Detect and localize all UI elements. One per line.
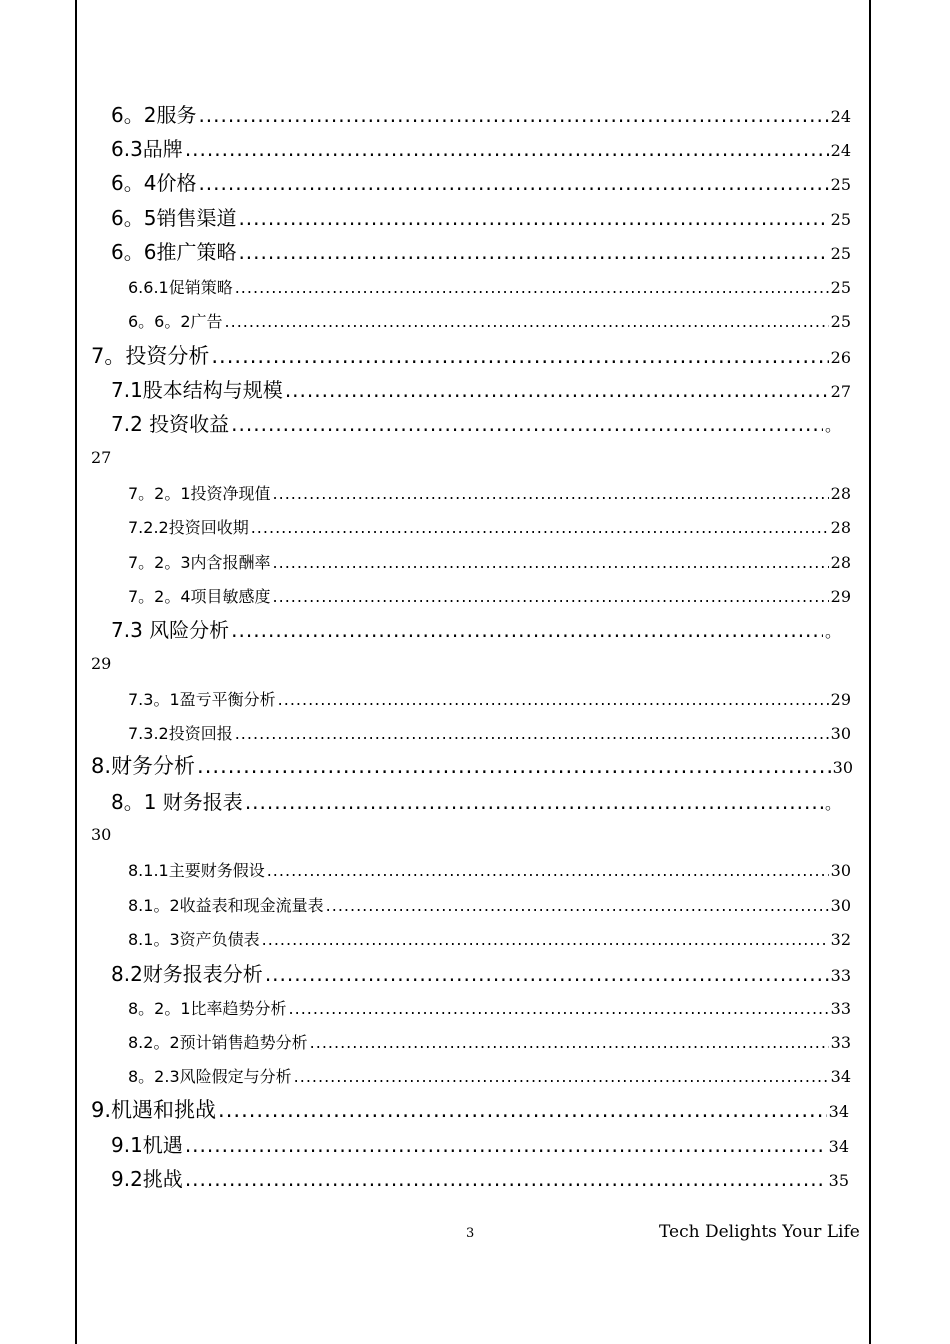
toc-entry-label: 6。6。2广告	[128, 312, 223, 331]
toc-entry-page: 33	[830, 999, 851, 1018]
toc-entry[interactable]	[111, 786, 841, 815]
toc-entry-page: 28	[830, 518, 851, 537]
toc-entry-page: 29	[830, 587, 851, 606]
toc-entry-label: 7。2。1投资净现值	[128, 484, 271, 503]
toc-leader-dots	[262, 930, 829, 949]
toc-leader-dots	[294, 1067, 829, 1086]
toc-entry-label: 8.1。2收益表和现金流量表	[128, 896, 324, 915]
toc-leader-dots	[238, 240, 828, 264]
toc-leader-dots	[211, 344, 828, 368]
toc-leader-dots	[265, 962, 829, 986]
toc-entry-page: 35	[828, 1171, 849, 1190]
toc-entry-page: 30	[832, 758, 853, 777]
toc-entry[interactable]	[128, 309, 851, 332]
toc-leader-dots	[251, 518, 829, 537]
toc-entry[interactable]	[128, 275, 851, 298]
toc-entry-page: 34	[828, 1102, 849, 1121]
toc-leader-dots	[235, 278, 829, 297]
toc-entry-label: 7.1股本结构与规模	[111, 378, 283, 402]
toc-entry-page: 26	[830, 348, 851, 367]
toc-entry-page: 。	[824, 622, 841, 641]
toc-entry-label: 6。6推广策略	[111, 240, 237, 264]
toc-leader-dots	[231, 618, 823, 642]
toc-leader-dots	[198, 171, 828, 195]
toc-leader-dots	[285, 378, 829, 402]
toc-entry[interactable]	[111, 374, 851, 403]
toc-leader-dots	[245, 790, 823, 814]
toc-entry-page: 34	[828, 1137, 849, 1156]
toc-entry-page: 。	[824, 794, 841, 813]
toc-entry[interactable]	[111, 202, 851, 231]
toc-leader-dots	[185, 1167, 827, 1191]
toc-entry-label: 8.1。3资产负债表	[128, 930, 260, 949]
toc-entry-page: 25	[830, 278, 851, 297]
wrapped-page-number: 27	[91, 448, 112, 467]
toc-entry-page: 33	[830, 1033, 851, 1052]
toc-leader-dots	[197, 754, 831, 778]
toc-entry[interactable]	[128, 721, 851, 744]
toc-entry-label: 8.财务分析	[91, 754, 196, 778]
toc-leader-dots	[231, 412, 823, 436]
toc-entry-page: 30	[830, 896, 851, 915]
toc-entry-page: 25	[830, 312, 851, 331]
toc-leader-dots	[326, 896, 829, 915]
toc-entry[interactable]	[111, 1129, 849, 1158]
toc-entry[interactable]	[128, 515, 851, 538]
toc-entry-page: 28	[830, 553, 851, 572]
toc-entry-page: 30	[830, 724, 851, 743]
footer-slogan: Tech Delights Your Life	[659, 1222, 860, 1242]
toc-entry-label: 8。1 财务报表	[111, 790, 243, 814]
toc-leader-dots	[273, 484, 829, 503]
toc-entry-label: 6。4价格	[111, 171, 197, 195]
toc-entry-page: 25	[830, 244, 851, 263]
toc-leader-dots	[185, 1133, 827, 1157]
toc-leader-dots	[310, 1033, 829, 1052]
toc-entry-page: 24	[830, 107, 851, 126]
toc-entry-page: 28	[830, 484, 851, 503]
toc-entry[interactable]	[128, 1030, 851, 1053]
toc-entry-page: 32	[830, 930, 851, 949]
toc-entry-label: 7。2。4项目敏感度	[128, 587, 271, 606]
toc-leader-dots	[185, 137, 829, 161]
toc-entry-page: 25	[830, 210, 851, 229]
toc-entry[interactable]	[91, 340, 851, 370]
toc-leader-dots	[273, 587, 829, 606]
toc-entry[interactable]	[128, 687, 851, 710]
toc-entry-label: 6。2服务	[111, 103, 197, 127]
toc-entry-label: 9.1机遇	[111, 1133, 183, 1157]
toc-entry-page: 24	[830, 141, 851, 160]
toc-entry[interactable]	[111, 614, 841, 643]
toc-entry-label: 6.6.1促销策略	[128, 278, 233, 297]
toc-entry[interactable]	[91, 1094, 849, 1124]
toc-entry-label: 8。2.3风险假定与分析	[128, 1067, 292, 1086]
toc-entry[interactable]	[111, 133, 851, 162]
toc-entry-label: 6.3品牌	[111, 137, 183, 161]
toc-entry[interactable]	[128, 996, 851, 1019]
toc-entry-label: 8。2。1比率趋势分析	[128, 999, 287, 1018]
toc-leader-dots	[238, 206, 828, 230]
toc-entry[interactable]	[128, 858, 851, 881]
toc-entry-page: 33	[830, 966, 851, 985]
toc-entry-label: 8.2。2预计销售趋势分析	[128, 1033, 308, 1052]
toc-leader-dots	[278, 690, 829, 709]
toc-entry-label: 9.2挑战	[111, 1167, 183, 1191]
toc-entry-label: 7.3.2投资回报	[128, 724, 233, 743]
toc-leader-dots	[198, 103, 828, 127]
toc-entry[interactable]	[128, 550, 851, 573]
toc-leader-dots	[273, 553, 829, 572]
toc-entry[interactable]	[111, 99, 851, 128]
toc-entry-label: 8.2财务报表分析	[111, 962, 263, 986]
toc-entry-label: 9.机遇和挑战	[91, 1098, 217, 1122]
toc-entry-label: 7.2 投资收益	[111, 412, 230, 436]
toc-entry-label: 7.3。1盈亏平衡分析	[128, 690, 276, 709]
toc-entry[interactable]	[128, 927, 851, 950]
toc-entry-label: 7。投资分析	[91, 344, 210, 368]
toc-entry[interactable]	[111, 408, 841, 437]
wrapped-page-number: 30	[91, 825, 112, 844]
toc-entry-page: 27	[830, 382, 851, 401]
toc-leader-dots	[235, 724, 829, 743]
footer-page-number: 3	[466, 1226, 475, 1241]
toc-entry[interactable]	[111, 958, 851, 987]
toc-entry-page: 。	[824, 416, 841, 435]
toc-entry-label: 7.2.2投资回收期	[128, 518, 249, 537]
toc-entry[interactable]	[128, 893, 851, 916]
toc-entry[interactable]	[111, 167, 851, 196]
toc-leader-dots	[225, 312, 829, 331]
toc-leader-dots	[289, 999, 829, 1018]
toc-entry-label: 7。2。3内含报酬率	[128, 553, 271, 572]
toc-entry[interactable]	[111, 1163, 849, 1192]
toc-entry-label: 8.1.1主要财务假设	[128, 861, 265, 880]
toc-entry[interactable]	[128, 1064, 851, 1087]
toc-leader-dots	[267, 861, 829, 880]
toc-entry-label: 6。5销售渠道	[111, 206, 237, 230]
toc-entry-page: 25	[830, 175, 851, 194]
toc-leader-dots	[218, 1098, 827, 1122]
toc-entry[interactable]	[91, 750, 853, 780]
toc-entry-label: 7.3 风险分析	[111, 618, 230, 642]
toc-entry[interactable]	[128, 481, 851, 504]
toc-entry-page: 29	[830, 690, 851, 709]
toc-entry-page: 34	[830, 1067, 851, 1086]
toc-entry[interactable]	[128, 584, 851, 607]
wrapped-page-number: 29	[91, 654, 112, 673]
toc-entry[interactable]	[111, 236, 851, 265]
toc-entry-page: 30	[830, 861, 851, 880]
